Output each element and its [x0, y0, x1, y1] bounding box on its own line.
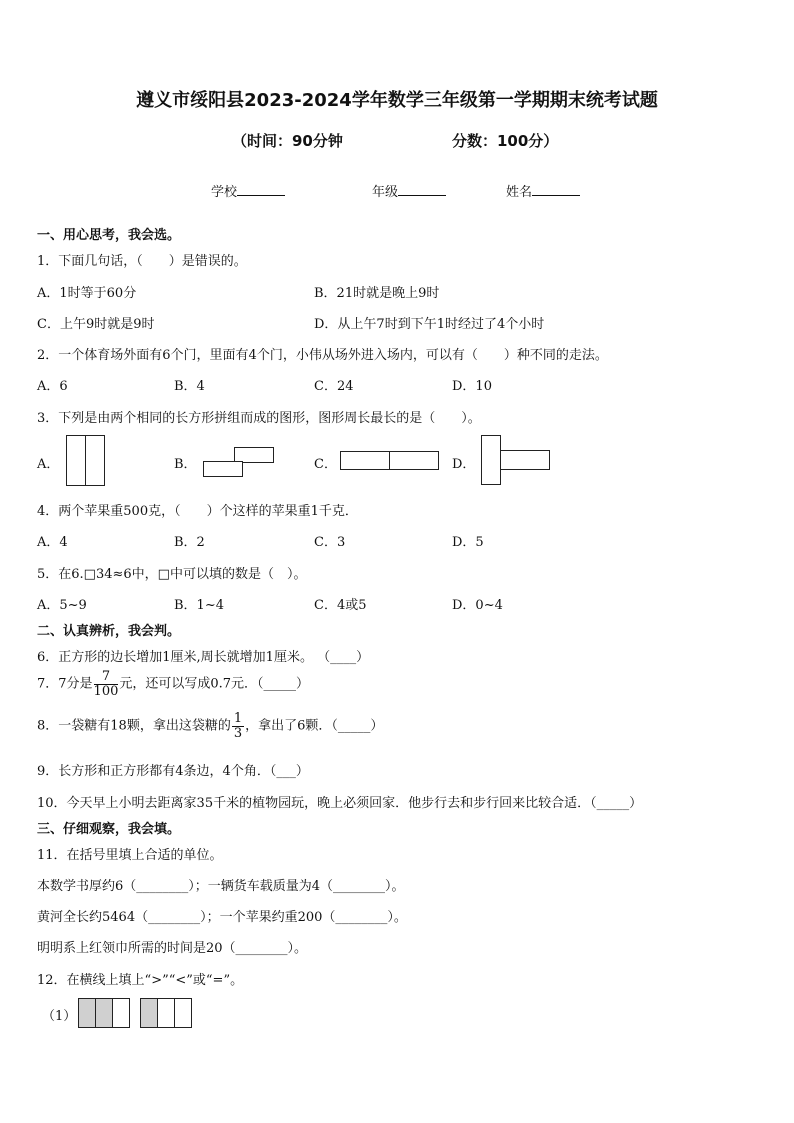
q5-option-b[interactable]: B．1~4 — [174, 598, 224, 613]
q12-stem: 12．在横线上填上“>”“<”或“=”。 — [37, 973, 244, 988]
q1-stem: 1．下面几句话，（ ）是错误的。 — [37, 254, 247, 269]
bar-left-2 — [95, 998, 113, 1028]
school-label: 学校 — [211, 185, 238, 200]
rect-d2 — [500, 450, 550, 470]
q8-fraction — [232, 712, 244, 740]
q2-stem: 2．一个体育场外面有6个门，里面有4个门，小伟从场外进入场内，可以有（ ）种不同的走法。 — [37, 348, 608, 363]
q3-option-d[interactable]: D． — [452, 457, 476, 472]
q5-option-c[interactable]: C．4或5 — [314, 598, 367, 613]
name-label: 姓名 — [506, 185, 533, 200]
exam-score: 分数：100分） — [452, 132, 559, 150]
q12-item-1-label: （1） — [42, 1009, 77, 1024]
q4-option-b[interactable]: B．2 — [174, 535, 205, 550]
q1-option-a[interactable]: A．1时等于60分 — [37, 286, 137, 301]
q3-option-c[interactable]: C． — [314, 457, 337, 472]
q6-text: 6．正方形的边长增加1厘米,周长就增加1厘米。 （____） — [37, 650, 370, 665]
q8-denominator: 3 — [233, 725, 243, 741]
q3-option-b[interactable]: B． — [174, 457, 197, 472]
q11-stem: 11．在括号里填上合适的单位。 — [37, 848, 223, 863]
bar-left-1 — [78, 998, 96, 1028]
page-title: 遵义市绥阳县2023-2024学年数学三年级第一学期期末统考试题 — [136, 90, 658, 111]
q3-stem: 3．下列是由两个相同的长方形拼组而成的图形，图形周长最长的是（ ）。 — [37, 411, 481, 426]
bar-right-2 — [157, 998, 175, 1028]
q1-option-d[interactable]: D．从上午7时到下午1时经过了4个小时 — [314, 317, 545, 332]
q7-fraction — [94, 670, 119, 698]
section-3-heading: 三、仔细观察，我会填。 — [37, 822, 181, 837]
q2-option-b[interactable]: B．4 — [174, 379, 205, 394]
q2-option-d[interactable]: D．10 — [452, 379, 492, 394]
name-field[interactable] — [506, 181, 580, 200]
grade-field[interactable] — [372, 181, 446, 200]
bar-right-3 — [174, 998, 192, 1028]
rect-c2 — [389, 451, 439, 470]
rect-d1 — [481, 435, 501, 485]
section-1-heading: 一、用心思考，我会选。 — [37, 228, 181, 243]
q5-option-a[interactable]: A．5~9 — [37, 598, 87, 613]
section-2-heading: 二、认真辨析，我会判。 — [37, 624, 181, 639]
q4-option-d[interactable]: D．5 — [452, 535, 484, 550]
q1-option-c[interactable]: C．上午9时就是9时 — [37, 317, 155, 332]
q7-pre: 7．7分是 — [37, 676, 93, 692]
q8-numerator: 1 — [233, 711, 243, 726]
q4-stem: 4．两个苹果重500克，（ ）个这样的苹果重1千克． — [37, 504, 358, 519]
bar-right-1 — [140, 998, 158, 1028]
bar-left-3 — [112, 998, 130, 1028]
q1-option-b[interactable]: B．21时就是晚上9时 — [314, 286, 440, 301]
q11-line-3: 明明系上红领巾所需的时间是20（________）。 — [37, 941, 308, 956]
q7-post: 元，还可以写成0.7元．（_____） — [119, 676, 310, 692]
q11-line-2: 黄河全长约5464（________）；一个苹果约重200（________）。 — [37, 910, 407, 925]
q7-text — [37, 670, 309, 698]
q10-text: 10．今天早上小明去距离家35千米的植物园玩，晚上必须回家．他步行去和步行回来比较合适．（_____） — [37, 796, 643, 811]
q8-post: ，拿出了6颗．（_____） — [245, 718, 384, 734]
q5-stem: 5．在6.□34≈6中，□中可以填的数是（ ）。 — [37, 567, 307, 582]
rect-a1 — [66, 435, 86, 486]
school-blank[interactable] — [237, 183, 285, 196]
grade-label: 年级 — [372, 185, 399, 200]
q7-denominator: 100 — [93, 683, 119, 699]
q3-option-a[interactable]: A． — [37, 457, 60, 472]
q11-line-1: 本数学书厚约6（________）；一辆货车载质量为4（________）。 — [37, 879, 405, 894]
q8-pre: 8．一袋糖有18颗，拿出这袋糖的 — [37, 718, 231, 734]
q4-option-c[interactable]: C．3 — [314, 535, 346, 550]
q4-option-a[interactable]: A．4 — [37, 535, 68, 550]
grade-blank[interactable] — [398, 183, 446, 196]
exam-time: （时间：90分钟 — [232, 132, 343, 150]
rect-b2 — [203, 461, 243, 477]
q9-text: 9．长方形和正方形都有4条边，4个角．（___） — [37, 764, 309, 779]
q2-option-a[interactable]: A．6 — [37, 379, 68, 394]
q8-text — [37, 712, 383, 740]
rect-a2 — [85, 435, 105, 486]
name-blank[interactable] — [532, 183, 580, 196]
q7-numerator: 7 — [94, 670, 119, 685]
rect-c1 — [340, 451, 390, 470]
school-field[interactable] — [211, 181, 285, 200]
q5-option-d[interactable]: D．0~4 — [452, 598, 503, 613]
q2-option-c[interactable]: C．24 — [314, 379, 354, 394]
